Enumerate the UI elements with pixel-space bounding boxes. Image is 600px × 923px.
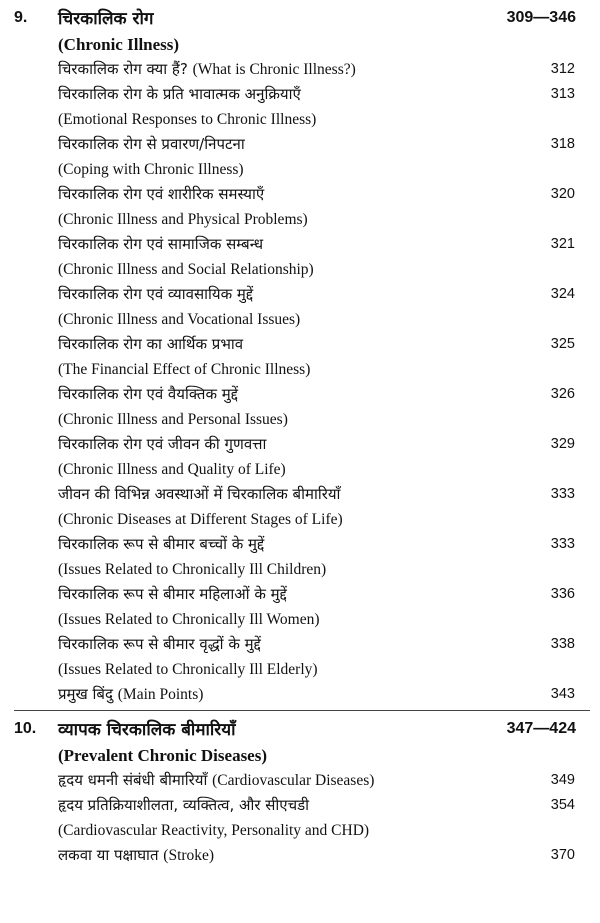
entry-page-number: 321 [550,236,575,252]
entry-title-hindi: जीवन की विभिन्न अवस्थाओं में चिरकालिक बीमारियाँ [58,485,341,503]
toc-entry[interactable] [0,768,600,793]
entry-title-english: (What is Chronic Illness?) [192,61,356,78]
entry-title-hindi: चिरकालिक रोग का आर्थिक प्रभाव [58,335,244,353]
entry-title-hindi: चिरकालिक रोग एवं जीवन की गुणवत्ता [58,435,267,453]
toc-entry[interactable] [0,132,600,182]
toc-entry[interactable] [0,682,600,707]
entry-page-number: 318 [550,136,575,152]
chapter-10 [0,714,600,868]
toc-entry[interactable] [0,482,600,532]
chapter-title-hindi: चिरकालिक रोग [58,9,154,29]
entry-title-hindi: हृदय प्रतिक्रियाशीलता, व्यक्तित्व, और सीएचडी [58,796,310,814]
toc-entry[interactable] [0,57,600,82]
entry-page-number: 349 [550,772,575,788]
entry-title-hindi: चिरकालिक रोग से प्रवारण/निपटना [58,135,245,153]
entry-title-english: (Issues Related to Chronically Ill Elderly) [58,661,318,678]
entry-title-english: (Main Points) [117,686,204,703]
entry-page-number: 370 [550,847,575,863]
entry-title-hindi: लकवा या पक्षाघात [58,846,159,864]
entry-title-hindi: चिरकालिक रोग एवं वैयक्तिक मुद्दें [58,385,238,403]
toc-entry[interactable] [0,182,600,232]
toc-entry[interactable] [0,382,600,432]
entry-title-english: (The Financial Effect of Chronic Illness) [58,361,311,378]
entry-page-number: 324 [550,286,575,302]
entry-title-hindi: चिरकालिक रोग क्या हैं? [58,60,188,78]
chapter-title-english: (Prevalent Chronic Diseases) [58,746,268,765]
entry-title-english: (Chronic Diseases at Different Stages of Life) [58,511,343,528]
chapter-title-english: (Chronic Illness) [58,35,180,54]
toc-entry[interactable] [0,793,600,843]
toc-entry[interactable] [0,282,600,332]
entry-title-hindi: चिरकालिक रूप से बीमार वृद्धों के मुद्दें [58,635,261,653]
toc-entry[interactable] [0,432,600,482]
entry-title-hindi: प्रमुख बिंदु [58,685,113,703]
entry-page-number: 326 [550,386,575,402]
chapter-page-range: 347—424 [506,720,576,737]
entry-title-english: (Issues Related to Chronically Ill Children) [58,561,327,578]
entry-page-number: 336 [550,586,575,602]
entry-title-hindi: चिरकालिक रोग के प्रति भावात्मक अनुक्रियाएँ [58,85,301,103]
entry-page-number: 320 [550,186,575,202]
entry-title-english: (Coping with Chronic Illness) [58,161,244,178]
entry-page-number: 313 [550,86,575,102]
entry-page-number: 312 [550,61,575,77]
toc-entry[interactable] [0,332,600,382]
toc-entry[interactable] [0,843,600,868]
entry-title-hindi: हृदय धमनी संबंधी बीमारियाँ [58,771,208,789]
entry-title-english: (Chronic Illness and Personal Issues) [58,411,288,428]
chapter-title-hindi: व्यापक चिरकालिक बीमारियाँ [58,720,236,740]
entry-title-hindi: चिरकालिक रोग एवं व्यावसायिक मुद्दें [58,285,254,303]
entry-title-hindi: चिरकालिक रोग एवं शारीरिक समस्याएँ [58,185,265,203]
entry-title-english: (Emotional Responses to Chronic Illness) [58,111,317,128]
chapter-number: 9. [14,9,28,26]
toc-entry[interactable] [0,532,600,582]
entry-page-number: 338 [550,636,575,652]
entry-title-english: (Chronic Illness and Physical Problems) [58,211,308,228]
entry-page-number: 354 [550,797,575,813]
entry-title-hindi: चिरकालिक रूप से बीमार महिलाओं के मुद्दें [58,585,287,603]
toc-entry[interactable] [0,582,600,632]
entry-title-english: (Stroke) [163,847,215,864]
entry-title-english: (Issues Related to Chronically Ill Women) [58,611,320,628]
entry-page-number: 325 [550,336,575,352]
chapter-heading [0,714,600,744]
chapter-number: 10. [14,720,37,737]
entry-title-english: (Cardiovascular Diseases) [212,772,375,789]
chapter-divider [14,710,590,711]
chapter-page-range: 309—346 [506,9,576,26]
entry-title-english: (Cardiovascular Reactivity, Personality and CHD) [58,822,370,839]
toc-entry[interactable] [0,82,600,132]
entry-page-number: 343 [550,686,575,702]
entry-page-number: 333 [550,486,575,502]
entry-page-number: 333 [550,536,575,552]
entry-title-english: (Chronic Illness and Vocational Issues) [58,311,301,328]
entry-page-number: 329 [550,436,575,452]
entry-title-hindi: चिरकालिक रोग एवं सामाजिक सम्बन्ध [58,235,264,253]
toc-entry[interactable] [0,232,600,282]
chapter-heading [0,3,600,33]
toc-entry[interactable] [0,632,600,682]
entry-title-english: (Chronic Illness and Social Relationship) [58,261,314,278]
entry-title-hindi: चिरकालिक रूप से बीमार बच्चों के मुद्दें [58,535,265,553]
entry-title-english: (Chronic Illness and Quality of Life) [58,461,286,478]
